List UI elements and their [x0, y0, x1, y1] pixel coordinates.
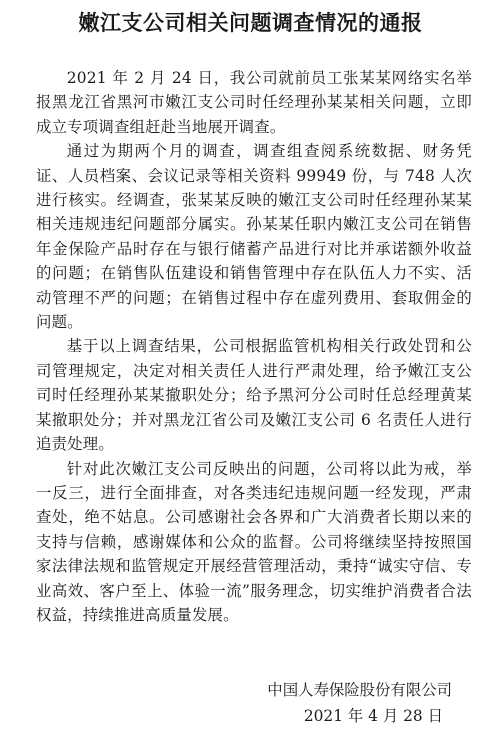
signature-organization: 中国人寿保险股份有限公司: [267, 681, 452, 699]
document-body: [36, 66, 472, 627]
signature-date: 2021 年 4 月 28 日: [303, 707, 443, 725]
paragraph-commitment: 针对此次嫩江支公司反映出的问题，公司将以此为戒，举一反三，进行全面排查，对各类违纪违规问题一经发现，严肃查处，绝不姑息。公司感谢社会各界和广大消费者长期以来的支持与信赖，感谢媒体和公众的监督。公司将继续坚持按照国家法律法规和监管规定开展经营管理活动，秉持“诚实守信、专业高效、客户至上、体验一流”服务理念，切实维护消费者合法权益，持续推进高质量发展。: [36, 459, 472, 624]
document-title: 嫩江支公司相关问题调查情况的通报: [78, 11, 423, 35]
paragraph-report-received: 2021 年 2 月 24 日，我公司就前员工张某某网络实名举报黑龙江省黑河市嫩江支公司时任经理孙某某相关问题，立即成立专项调查组赶赴当地展开调查。: [36, 69, 472, 136]
paragraph-disciplinary-actions: 基于以上调查结果，公司根据监管机构相关行政处罚和公司管理规定，决定对相关责任人进行严肃处理，给予嫩江支公司时任经理孙某某撤职处分；给予黑河分公司时任总经理黄某某撤职处分；并对黑龙江省公司及嫩江支公司 6 名责任人进行追责处理。: [36, 337, 472, 454]
paragraph-investigation-findings: 通过为期两个月的调查，调查组查阅系统数据、财务凭证、人员档案、会议记录等相关资料 99949 份，与 748 人次进行核实。经调查，张某某反映的嫩江支公司时任经理孙某某相关违规违纪问题部分属实。孙某某任职内嫩江支公司在销售年金保险产品时存在与银行储蓄产品进行对比并承诺额外收益的问题；在销售队伍建设和销售管理中存在队伍人力不实、活动管理不严的问题；在销售过程中存在虚列费用、套取佣金的问题。: [36, 142, 472, 332]
